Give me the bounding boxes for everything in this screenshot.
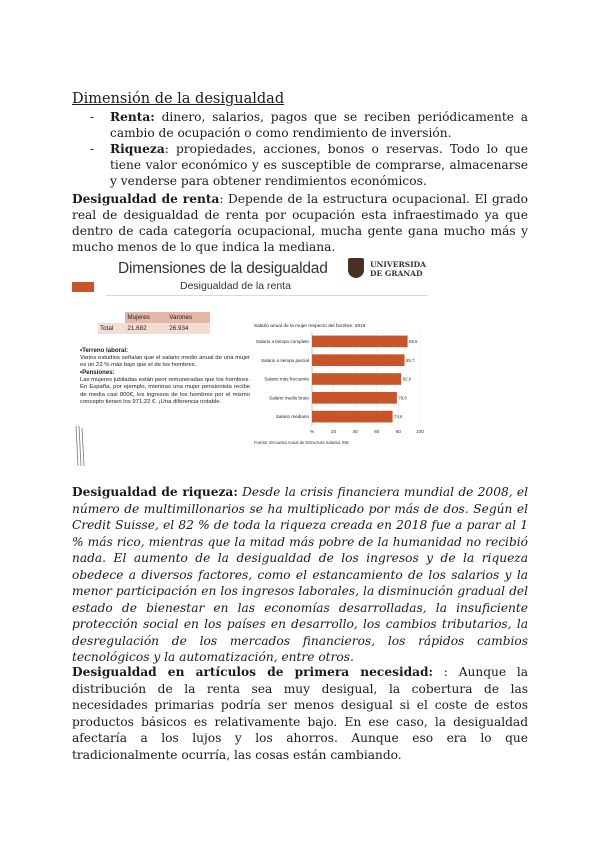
category-label: Salario más frecuente (264, 376, 309, 382)
list-text: : propiedades, acciones, bonos o reservas. Todo lo que tiene valor económico y es susceptible de comprarse, almacenarse y venderse para obtener rendimientos económicos. (110, 142, 528, 188)
bar-value-label: 74,6 (394, 414, 403, 420)
university-logo-text (370, 260, 426, 278)
slide-title: Dimensiones de la desigualdad (118, 260, 328, 277)
decorative-hatch (74, 426, 86, 466)
list-item (90, 141, 528, 189)
x-tick-label: 80 (395, 430, 402, 435)
primera-paragraph (72, 664, 528, 763)
x-tick-label: % (309, 430, 315, 435)
logo-line: UNIVERSIDA (370, 260, 426, 269)
salary-chart-svg (254, 322, 428, 468)
chart-source: Fuente: Encuesta Anual de Estructura Salarial. INE (254, 440, 349, 445)
university-shield-icon (348, 258, 364, 278)
embedded-slide (72, 256, 428, 468)
x-tick-label: 100 (415, 430, 425, 435)
table-row (98, 323, 210, 334)
list-item (90, 109, 528, 141)
table-header (98, 312, 125, 323)
chart-bar (312, 373, 401, 385)
x-tick-label: 20 (330, 430, 337, 435)
logo-line: DE GRANAD (370, 269, 423, 278)
renta-paragraph (72, 191, 528, 255)
table-cell: 21.682 (125, 323, 167, 334)
list-term: Renta: (110, 110, 155, 124)
primera-text: : Aunque la distribución de la renta sea muy desigual, la cobertura de las necesidades primarias podría ser menos desigual si el coste de estos productos básicos es relativamente bajo. En ese caso, la desigualdad afectaría a los lujos y los ahorros. Aunque eso era lo que tradicionalmente ocurría, las cosas están cambiando. (72, 665, 528, 762)
chart-bar (312, 336, 408, 348)
list-term: Riqueza (110, 142, 165, 156)
notes-text: Las mujeres jubiladas están peor remuneradas que los hombres. En España, por ejemplo, mientras una mujer pensionista recibe de media casi 800€, los ingresos de los hombres por el mismo concepto tienen los 971,22 €. ¡Una diferencia notable. (80, 377, 250, 405)
primera-term: Desigualdad en artículos de primera necesidad: (72, 665, 434, 679)
chart-title: Salario anual de la mujer respecto del hombre. 2018 (254, 324, 366, 329)
salary-chart (254, 322, 428, 468)
chart-bar (312, 354, 405, 366)
bar-value-label: 78,6 (398, 395, 407, 401)
table-header: Mujeres (125, 312, 167, 323)
slide-divider (106, 295, 428, 296)
bar-value-label: 85,7 (406, 357, 415, 363)
chart-bar (312, 411, 393, 423)
riqueza-text: Desde la crisis financiera mundial de 2008, el número de multimillonarios se ha multiplicado por más de dos. Según el Credit Suisse, el 82 % de toda la riqueza creada en 2018 fue a parar al 1 % más rico, mientras que la mitad más pobre de la humanidad no recibió nada. El aumento de la desigualdad de los ingresos y de la riqueza obedece a diversos factores, como el estancamiento de los salarios y la menor participación en los ingresos laborales, la disminución gradual del estado de bienestar en las economías desarrolladas, la insuficiente protección social en los países en desarrollo, los cambios tributarios, la desregulación de los mercados financieros, los rápidos cambios tecnológicos y la automatización, entre otros. (72, 485, 528, 664)
bar-value-label: 88,5 (409, 339, 418, 344)
riqueza-term: Desigualdad de riqueza: (72, 485, 238, 499)
riqueza-paragraph (72, 484, 528, 666)
x-tick-label: 40 (352, 430, 358, 435)
definition-list (90, 109, 528, 189)
section-title: Dimensión de la desigualdad (72, 91, 285, 107)
notes-heading: •Terreno laboral: (80, 347, 129, 354)
renta-text: : Depende de la estructura ocupacional. El grado real de desigualdad de renta por ocupación esta infraestimado ya que dentro de cada categoría ocupacional, mucha gente gana mucho más y mucho menos de lo que indica la mediana. (72, 192, 528, 254)
slide-notes (80, 347, 250, 406)
category-label: Salario medio bruto (269, 395, 309, 401)
category-label: Salario a tiempo completo (255, 339, 309, 344)
table-cell: 26.934 (167, 323, 210, 334)
salary-table (98, 312, 210, 334)
notes-heading: •Pensiones: (80, 369, 115, 377)
list-text: dinero, salarios, pagos que se reciben periódicamente a cambio de ocupación o como rendimiento de inversión. (110, 110, 528, 140)
chart-bar (312, 392, 397, 404)
x-tick-label: 60 (374, 430, 380, 435)
renta-term: Desigualdad de renta (72, 192, 220, 206)
university-logo (348, 258, 428, 282)
notes-text: Varios estudios señalan que el salario medio anual de una mujer es un 22 % más bajo que el de los hombres. (80, 355, 250, 369)
category-label: Salario mediano (275, 414, 309, 420)
slide-accent-bar (72, 282, 94, 292)
table-cell: Total (98, 323, 125, 334)
slide-subtitle: Desigualdad de la renta (180, 280, 291, 292)
table-header: Varones (167, 312, 210, 323)
category-label: Salario a tiempo parcial (260, 357, 309, 363)
bar-value-label: 82,6 (402, 376, 412, 382)
